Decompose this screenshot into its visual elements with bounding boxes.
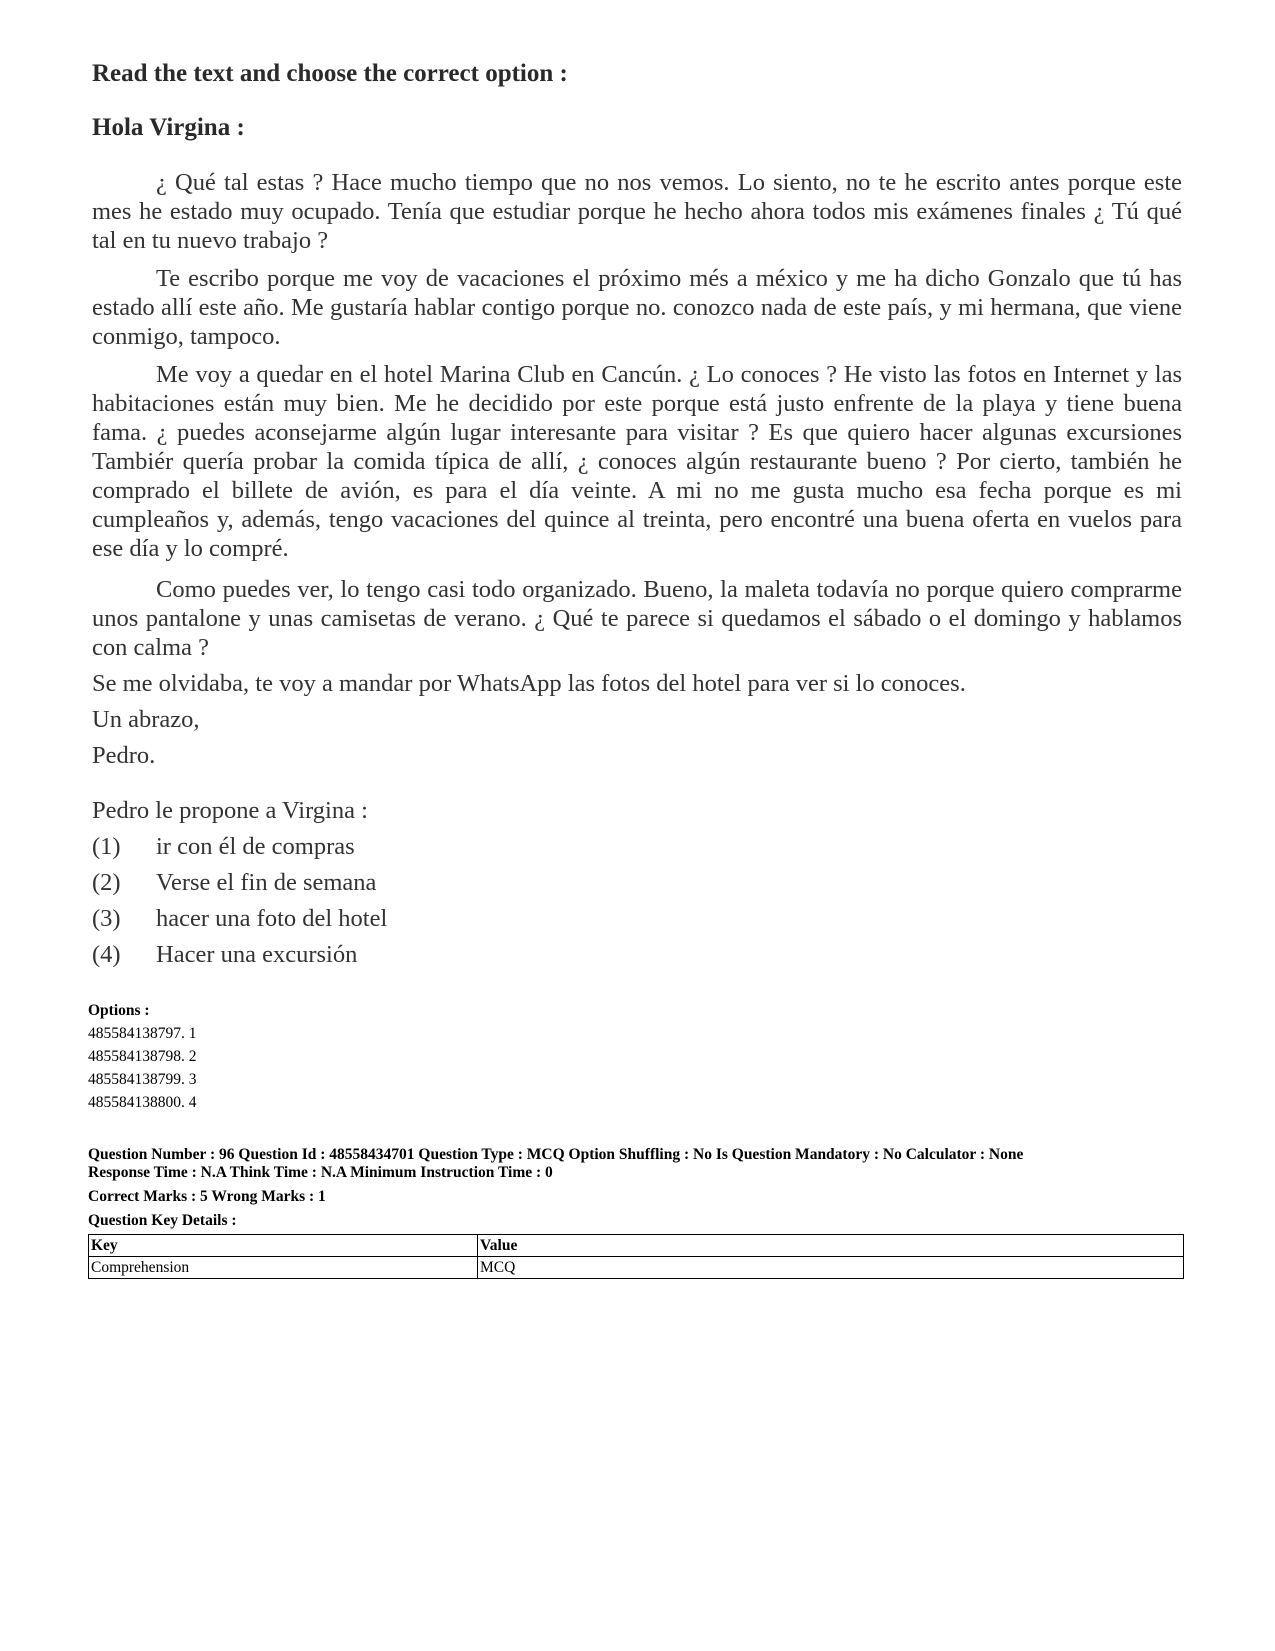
letter-paragraph: Como puedes ver, lo tengo casi todo organizado. Bueno, la maleta todavía no porque quiero comprarme unos pantalone y unas camisetas de verano. ¿ Qué te parece si quedamos el sábado o el domingo y hablamos con calma ? <box>92 576 1182 661</box>
option-id-item: 485584138799. 3 <box>88 1071 197 1088</box>
table-header-value: Value <box>478 1235 1184 1257</box>
question-info-line: Response Time : N.A Think Time : N.A Minimum Instruction Time : 0 <box>88 1164 553 1181</box>
letter-closing: Un abrazo, <box>92 706 200 733</box>
letter-paragraph: Te escribo porque me voy de vacaciones el próximo més a méxico y me ha dicho Gonzalo que tú has estado allí este año. Me gustaría hablar contigo porque no. conozco nada de este país, y mi hermana, que viene conmigo, tampoco. <box>92 265 1182 350</box>
option-id-item: 485584138797. 1 <box>88 1025 197 1042</box>
letter-signature: Pedro. <box>92 742 156 769</box>
question-stem: Pedro le propone a Virgina : <box>92 797 368 824</box>
answer-choice <box>92 905 387 933</box>
option-id-item: 485584138798. 2 <box>88 1048 197 1065</box>
choice-number: (2) <box>92 869 121 896</box>
choice-text: Hacer una excursión <box>156 941 358 968</box>
letter-paragraph: ¿ Qué tal estas ? Hace mucho tiempo que no nos vemos. Lo siento, no te he escrito antes porque este mes he estado muy ocupado. Tenía que estudiar porque he hecho ahora todos mis exámenes finales ¿ Tú qué tal en tu nuevo trabajo ? <box>92 169 1182 254</box>
letter-paragraph: Me voy a quedar en el hotel Marina Club en Cancún. ¿ Lo conoces ? He visto las fotos en Internet y las habitaciones están muy bien. Me he decidido por este porque está justo enfrente de la playa y tiene buena fama. ¿ puedes aconsejarme algún lugar interesante para visitar ? Es que quiero hacer algunas excursiones Tambiér quería probar la comida típica de allí, ¿ conoces algún restaurante bueno ? Por cierto, también he comprado el billete de avión, es para el día veinte. A mi no me gusta mucho esa fecha porque es mi cumpleaños y, además, tengo vacaciones del quince al treinta, pero encontré una buena oferta en vuelos para ese día y lo compré. <box>92 361 1182 562</box>
letter-postscript: Se me olvidaba, te voy a mandar por WhatsApp las fotos del hotel para ver si lo conoces. <box>92 670 966 697</box>
answer-choice <box>92 869 376 897</box>
choice-number: (3) <box>92 905 121 932</box>
marks-info: Correct Marks : 5 Wrong Marks : 1 <box>88 1188 326 1205</box>
table-header-key: Key <box>89 1235 478 1257</box>
table-cell-value: MCQ <box>478 1257 1184 1279</box>
choice-text: hacer una foto del hotel <box>156 905 388 932</box>
answer-choice <box>92 941 357 969</box>
table-header-row <box>89 1235 1184 1257</box>
option-id-item: 485584138800. 4 <box>88 1094 197 1111</box>
choice-number: (1) <box>92 833 121 860</box>
choice-text: Verse el fin de semana <box>156 869 377 896</box>
choice-text: ir con él de compras <box>156 833 355 860</box>
key-details-title: Question Key Details : <box>88 1212 237 1229</box>
question-info-line: Question Number : 96 Question Id : 48558434701 Question Type : MCQ Option Shuffling : No Is Question Mandatory : No Calculator : None <box>88 1146 1024 1163</box>
options-title: Options : <box>88 1002 150 1019</box>
table-cell-key: Comprehension <box>89 1257 478 1279</box>
instruction-heading: Read the text and choose the correct option : <box>92 60 568 87</box>
key-details-table <box>88 1234 1184 1279</box>
answer-choice <box>92 833 355 861</box>
choice-number: (4) <box>92 941 121 968</box>
table-row <box>89 1257 1184 1279</box>
letter-greeting: Hola Virgina : <box>92 114 245 141</box>
